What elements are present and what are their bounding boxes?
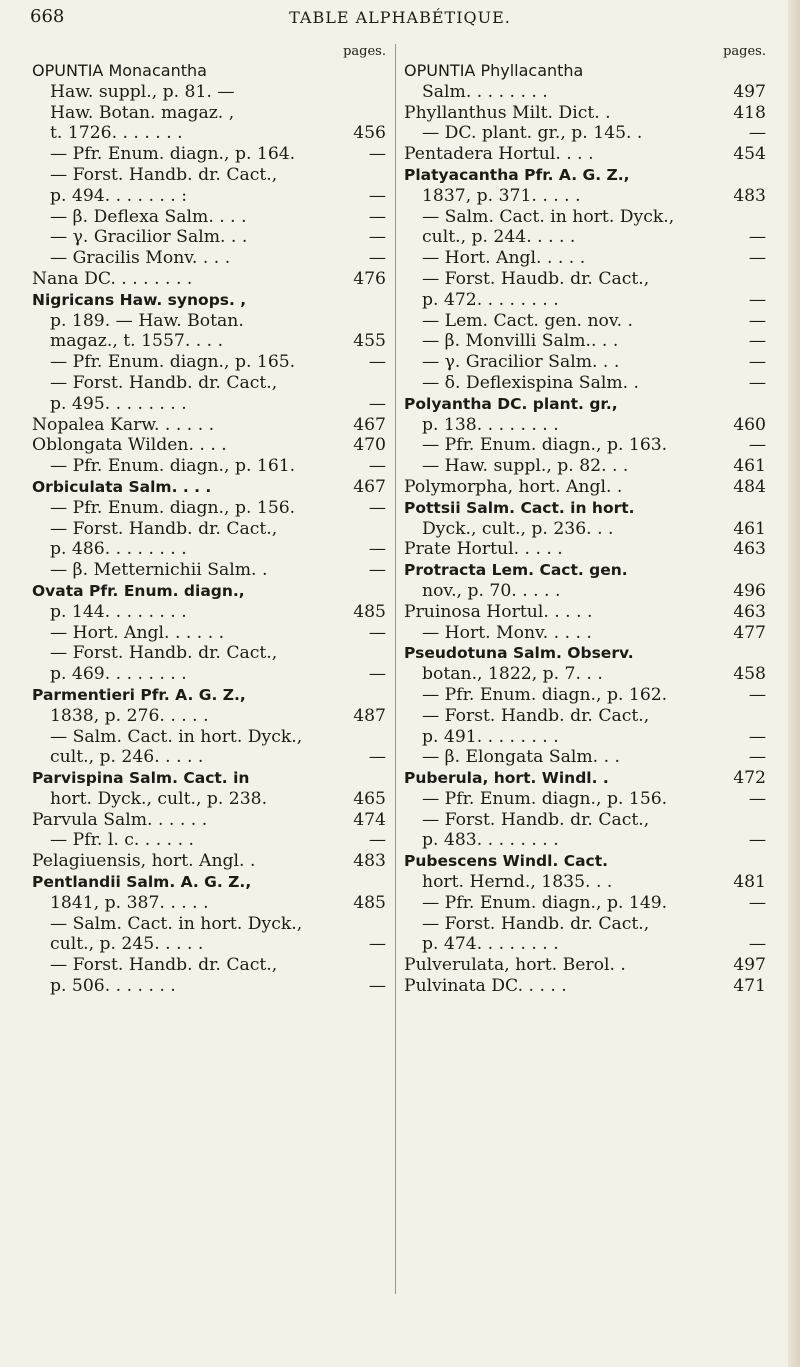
index-entry-line: [32, 123, 386, 144]
entry-page-ref: 463: [733, 539, 766, 560]
index-entry-line: [404, 227, 766, 248]
index-entry-line: [404, 311, 766, 332]
entry-text: nov., p. 70. . . . .: [422, 580, 561, 601]
index-entry-line: [32, 706, 386, 727]
index-entry-line: [404, 103, 766, 124]
index-entry-line: [404, 144, 766, 165]
index-entry-line: [32, 394, 386, 415]
entry-text: OPUNTIA Monacantha: [32, 61, 207, 80]
entry-text: Polyantha DC. plant. gr.,: [404, 394, 618, 413]
entry-page-ref: —: [368, 456, 386, 477]
entry-text: — Forst. Handb. dr. Cact.,: [422, 705, 650, 726]
index-entry-line: [32, 810, 386, 831]
index-entry-line: [404, 976, 766, 997]
index-entry-line: [32, 186, 386, 207]
entry-page-ref: 461: [733, 456, 766, 477]
entry-text: — Forst. Handb. dr. Cact.,: [50, 643, 278, 664]
entry-text: — Pfr. Enum. diagn., p. 163.: [422, 435, 668, 456]
entry-text: OPUNTIA Phyllacantha: [404, 61, 584, 80]
index-entry-line: [404, 914, 766, 935]
entry-page-ref: —: [368, 248, 386, 269]
index-entry-line: [404, 248, 766, 269]
entry-text: Polymorpha, hort. Angl. .: [404, 476, 623, 497]
index-entry-line: [32, 311, 386, 332]
index-entry-line: [404, 810, 766, 831]
entry-page-ref: —: [748, 892, 766, 913]
entry-page-ref: —: [368, 352, 386, 373]
entry-page-ref: —: [368, 747, 386, 768]
entry-page-ref: —: [368, 934, 386, 955]
entry-page-ref: —: [368, 622, 386, 643]
entry-text: p. 472. . . . . . . .: [422, 289, 559, 310]
entry-text: Haw. Botan. magaz. ,: [50, 102, 235, 123]
index-entry-line: [32, 955, 386, 976]
entry-text: p. 494. . . . . . . :: [50, 185, 188, 206]
entry-text: — Hort. Angl. . . . .: [422, 248, 586, 269]
index-entry-line: [404, 352, 766, 373]
entry-text: — Pfr. Enum. diagn., p. 149.: [422, 892, 668, 913]
entry-text: p. 474. . . . . . . .: [422, 934, 559, 955]
index-entry-line: [404, 519, 766, 540]
entry-text: — Pfr. Enum. diagn., p. 156.: [422, 788, 668, 809]
entry-text: Pentadera Hortul. . . .: [404, 144, 594, 165]
entry-page-ref: 461: [733, 518, 766, 539]
entry-page-ref: 463: [733, 601, 766, 622]
index-entry-line: [32, 498, 386, 519]
entry-text: — Pfr. Enum. diagn., p. 156.: [50, 497, 296, 518]
index-entry-line: [32, 934, 386, 955]
entry-page-ref: 476: [353, 268, 386, 289]
index-entry-line: [404, 872, 766, 893]
index-entry-line: [404, 581, 766, 602]
index-entry-line: [32, 331, 386, 352]
entry-text: botan., 1822, p. 7. . .: [422, 664, 603, 685]
index-entry-line: [404, 477, 766, 498]
index-entry-line: [404, 955, 766, 976]
entry-page-ref: —: [748, 310, 766, 331]
index-entry-line: [404, 82, 766, 103]
index-entry-line: [32, 61, 386, 82]
entry-text: — Forst. Haudb. dr. Cact.,: [422, 268, 650, 289]
entry-text: Pottsii Salm. Cact. in hort.: [404, 498, 635, 517]
entry-text: — β. Monvilli Salm.. . .: [422, 331, 619, 352]
entry-page-ref: —: [368, 497, 386, 518]
entry-page-ref: —: [368, 539, 386, 560]
pages-label: pages.: [343, 44, 386, 59]
entry-page-ref: 485: [353, 601, 386, 622]
index-entry-line: [404, 685, 766, 706]
entry-text: — β. Metternichii Salm. .: [50, 560, 268, 581]
entry-page-ref: —: [748, 248, 766, 269]
entry-text: 1837, p. 371. . . . .: [422, 185, 581, 206]
index-entry-line: [404, 61, 766, 82]
entry-page-ref: —: [368, 976, 386, 997]
entry-text: Pulverulata, hort. Berol. .: [404, 955, 626, 976]
entry-text: — DC. plant. gr., p. 145. .: [422, 123, 643, 144]
entry-page-ref: —: [748, 726, 766, 747]
page-number: 668: [30, 6, 65, 27]
entry-text: p. 486. . . . . . . .: [50, 539, 187, 560]
entry-text: Nopalea Karw. . . . . .: [32, 414, 215, 435]
entry-text: t. 1726. . . . . . .: [50, 123, 183, 144]
entry-page-ref: —: [368, 393, 386, 414]
entry-page-ref: 458: [733, 664, 766, 685]
index-entry-line: [404, 415, 766, 436]
index-column-right: [404, 44, 766, 997]
entry-page-ref: —: [368, 664, 386, 685]
index-entry-line: [404, 643, 766, 664]
index-entry-line: [32, 82, 386, 103]
entry-page-ref: —: [748, 372, 766, 393]
index-entry-line: [32, 664, 386, 685]
entry-page-ref: —: [368, 560, 386, 581]
index-entry-line: [404, 123, 766, 144]
index-entry-line: [32, 103, 386, 124]
entry-page-ref: 483: [733, 185, 766, 206]
index-entry-line: [32, 435, 386, 456]
entry-text: hort. Dyck., cult., p. 238.: [50, 788, 268, 809]
entry-page-ref: —: [748, 684, 766, 705]
index-entry-line: [404, 664, 766, 685]
entry-page-ref: —: [368, 206, 386, 227]
index-entry-line: [32, 352, 386, 373]
index-entry-line: [32, 602, 386, 623]
index-entry-line: [32, 248, 386, 269]
entry-text: Dyck., cult., p. 236. . .: [422, 518, 614, 539]
entry-text: — Salm. Cact. in hort. Dyck.,: [50, 913, 303, 934]
entry-text: Salm. . . . . . . .: [422, 81, 548, 102]
index-entry-line: [32, 727, 386, 748]
entry-page-ref: —: [368, 144, 386, 165]
entry-text: Prate Hortul. . . . .: [404, 539, 563, 560]
index-entry-line: [404, 789, 766, 810]
entry-text: magaz., t. 1557. . . .: [50, 331, 224, 352]
entry-text: — Hort. Angl. . . . . .: [50, 622, 225, 643]
index-entry-line: [404, 768, 766, 789]
entry-text: — δ. Deflexispina Salm. .: [422, 372, 640, 393]
index-entry-line: [404, 706, 766, 727]
entry-text: — β. Elongata Salm. . .: [422, 747, 620, 768]
entry-text: Nana DC. . . . . . . .: [32, 268, 193, 289]
entry-text: p. 469. . . . . . . .: [50, 664, 187, 685]
entry-text: Nigricans Haw. synops. ,: [32, 290, 247, 309]
index-entry-line: [404, 893, 766, 914]
entry-page-ref: 483: [353, 851, 386, 872]
entry-page-ref: 467: [353, 414, 386, 435]
index-entry-line: [404, 498, 766, 519]
running-title: TABLE ALPHABÉTIQUE.: [289, 8, 511, 27]
entry-page-ref: —: [748, 289, 766, 310]
entry-text: — Pfr. Enum. diagn., p. 161.: [50, 456, 296, 477]
index-entry-line: [32, 747, 386, 768]
entry-text: p. 483. . . . . . . .: [422, 830, 559, 851]
entry-text: 1841, p. 387. . . . .: [50, 892, 209, 913]
entry-text: Parvispina Salm. Cact. in: [32, 769, 250, 788]
entry-page-ref: 460: [733, 414, 766, 435]
index-entry-line: [404, 830, 766, 851]
entry-text: Ovata Pfr. Enum. diagn.,: [32, 581, 245, 600]
entry-text: hort. Hernd., 1835. . .: [422, 872, 613, 893]
index-entry-line: [404, 851, 766, 872]
entry-page-ref: 472: [733, 768, 766, 789]
entry-text: — γ. Gracilior Salm. . .: [422, 352, 620, 373]
entry-text: — Forst. Handb. dr. Cact.,: [50, 372, 278, 393]
entry-page-ref: —: [368, 185, 386, 206]
index-entry-line: [32, 456, 386, 477]
index-entry-line: [32, 144, 386, 165]
entry-text: — Lem. Cact. gen. nov. .: [422, 310, 633, 331]
entry-text: p. 495. . . . . . . .: [50, 393, 187, 414]
column-divider: [395, 44, 396, 1294]
pages-label: pages.: [723, 44, 766, 59]
index-entry-line: [32, 165, 386, 186]
index-entry-line: [32, 519, 386, 540]
entry-text: Phyllanthus Milt. Dict. .: [404, 102, 611, 123]
entry-page-ref: 474: [353, 809, 386, 830]
entry-text: Pubescens Windl. Cact.: [404, 852, 609, 871]
entry-text: p. 491. . . . . . . .: [422, 726, 559, 747]
index-entry-line: [404, 207, 766, 228]
entry-page-ref: 467: [353, 476, 386, 497]
entry-text: cult., p. 244. . . . .: [422, 227, 576, 248]
entry-page-ref: —: [748, 227, 766, 248]
entry-text: Platyacantha Pfr. A. G. Z.,: [404, 165, 630, 184]
entry-text: — Forst. Handb. dr. Cact.,: [422, 913, 650, 934]
entry-text: — Pfr. l. c. . . . . .: [50, 830, 194, 851]
index-entry-line: [404, 331, 766, 352]
index-entry-line: [32, 560, 386, 581]
entry-text: — Forst. Handb. dr. Cact.,: [422, 809, 650, 830]
index-entry-line: [32, 290, 386, 311]
entry-page-ref: 484: [733, 476, 766, 497]
entry-page-ref: —: [748, 788, 766, 809]
entry-page-ref: 497: [733, 81, 766, 102]
entry-page-ref: —: [368, 830, 386, 851]
index-entry-line: [32, 415, 386, 436]
entry-text: p. 144. . . . . . . .: [50, 601, 187, 622]
entry-text: Oblongata Wilden. . . .: [32, 435, 227, 456]
entry-page-ref: —: [748, 830, 766, 851]
index-entry-line: [404, 560, 766, 581]
entry-text: Haw. suppl., p. 81. —: [50, 81, 235, 102]
entry-text: — Haw. suppl., p. 82. . .: [422, 456, 629, 477]
index-entry-line: [404, 934, 766, 955]
entry-text: Puberula, hort. Windl. .: [404, 769, 609, 788]
entry-text: Orbiculata Salm. . . .: [32, 477, 212, 496]
entry-text: — Forst. Handb. dr. Cact.,: [50, 518, 278, 539]
index-entry-line: [404, 186, 766, 207]
index-column-left: [32, 44, 386, 997]
entry-text: Pulvinata DC. . . . .: [404, 976, 567, 997]
index-entry-line: [32, 477, 386, 498]
entry-text: Parvula Salm. . . . . .: [32, 809, 208, 830]
index-entry-line: [404, 727, 766, 748]
index-entry-line: [404, 539, 766, 560]
entry-page-ref: 418: [733, 102, 766, 123]
entry-text: — Forst. Handb. dr. Cact.,: [50, 955, 278, 976]
entry-page-ref: —: [748, 747, 766, 768]
entry-text: — β. Deflexa Salm. . . .: [50, 206, 247, 227]
entry-text: — Gracilis Monv. . . .: [50, 248, 231, 269]
entry-text: p. 506. . . . . . .: [50, 976, 176, 997]
page-edge: [788, 0, 800, 1367]
index-entry-line: [404, 269, 766, 290]
entry-text: cult., p. 245. . . . .: [50, 934, 204, 955]
entry-text: cult., p. 246. . . . .: [50, 747, 204, 768]
entry-text: Protracta Lem. Cact. gen.: [404, 561, 628, 580]
index-entry-line: [32, 685, 386, 706]
index-entry-line: [32, 227, 386, 248]
entry-page-ref: 454: [733, 144, 766, 165]
entry-text: — Hort. Monv. . . . .: [422, 622, 592, 643]
entry-page-ref: 485: [353, 892, 386, 913]
entry-text: — Salm. Cact. in hort. Dyck.,: [50, 726, 303, 747]
index-entry-line: [32, 914, 386, 935]
entry-page-ref: 477: [733, 622, 766, 643]
entry-text: — γ. Gracilior Salm. . .: [50, 227, 248, 248]
entry-page-ref: 471: [733, 976, 766, 997]
entry-text: — Salm. Cact. in hort. Dyck.,: [422, 206, 675, 227]
entry-text: 1838, p. 276. . . . .: [50, 705, 209, 726]
index-entry-line: [32, 623, 386, 644]
entry-text: Parmentieri Pfr. A. G. Z.,: [32, 685, 246, 704]
index-entry-line: [404, 456, 766, 477]
index-entry-line: [32, 643, 386, 664]
entry-page-ref: —: [748, 352, 766, 373]
entry-text: Pelagiuensis, hort. Angl. .: [32, 851, 256, 872]
index-entry-line: [404, 290, 766, 311]
entry-page-ref: 496: [733, 580, 766, 601]
entry-page-ref: 456: [353, 123, 386, 144]
entry-text: — Pfr. Enum. diagn., p. 165.: [50, 352, 296, 373]
index-entry-line: [32, 976, 386, 997]
entry-page-ref: 497: [733, 955, 766, 976]
entry-text: Pentlandii Salm. A. G. Z.,: [32, 873, 252, 892]
index-entry-line: [32, 830, 386, 851]
index-entry-line: [404, 373, 766, 394]
entry-text: — Pfr. Enum. diagn., p. 164.: [50, 144, 296, 165]
entry-page-ref: —: [748, 435, 766, 456]
entry-text: Pruinosa Hortul. . . . .: [404, 601, 593, 622]
entry-page-ref: —: [748, 934, 766, 955]
entry-text: — Pfr. Enum. diagn., p. 162.: [422, 684, 668, 705]
entry-page-ref: —: [748, 331, 766, 352]
index-entry-line: [404, 165, 766, 186]
index-entry-line: [404, 435, 766, 456]
entry-text: Pseudotuna Salm. Observ.: [404, 644, 634, 663]
entry-page-ref: 487: [353, 705, 386, 726]
index-entry-line: [32, 269, 386, 290]
index-entry-line: [32, 207, 386, 228]
entry-page-ref: —: [368, 227, 386, 248]
entry-page-ref: 465: [353, 788, 386, 809]
entry-page-ref: —: [748, 123, 766, 144]
entry-page-ref: 481: [733, 872, 766, 893]
index-entry-line: [32, 768, 386, 789]
index-entry-line: [32, 581, 386, 602]
index-entry-line: [404, 394, 766, 415]
index-entry-line: [404, 602, 766, 623]
entry-text: p. 138. . . . . . . .: [422, 414, 559, 435]
index-entry-line: [32, 851, 386, 872]
index-entry-line: [32, 539, 386, 560]
entry-text: — Forst. Handb. dr. Cact.,: [50, 164, 278, 185]
index-entry-line: [32, 789, 386, 810]
index-entry-line: [32, 872, 386, 893]
index-entry-line: [404, 623, 766, 644]
index-entry-line: [32, 893, 386, 914]
entry-page-ref: 455: [353, 331, 386, 352]
index-entry-line: [404, 747, 766, 768]
entry-page-ref: 470: [353, 435, 386, 456]
entry-text: p. 189. — Haw. Botan.: [50, 310, 244, 331]
index-entry-line: [32, 373, 386, 394]
